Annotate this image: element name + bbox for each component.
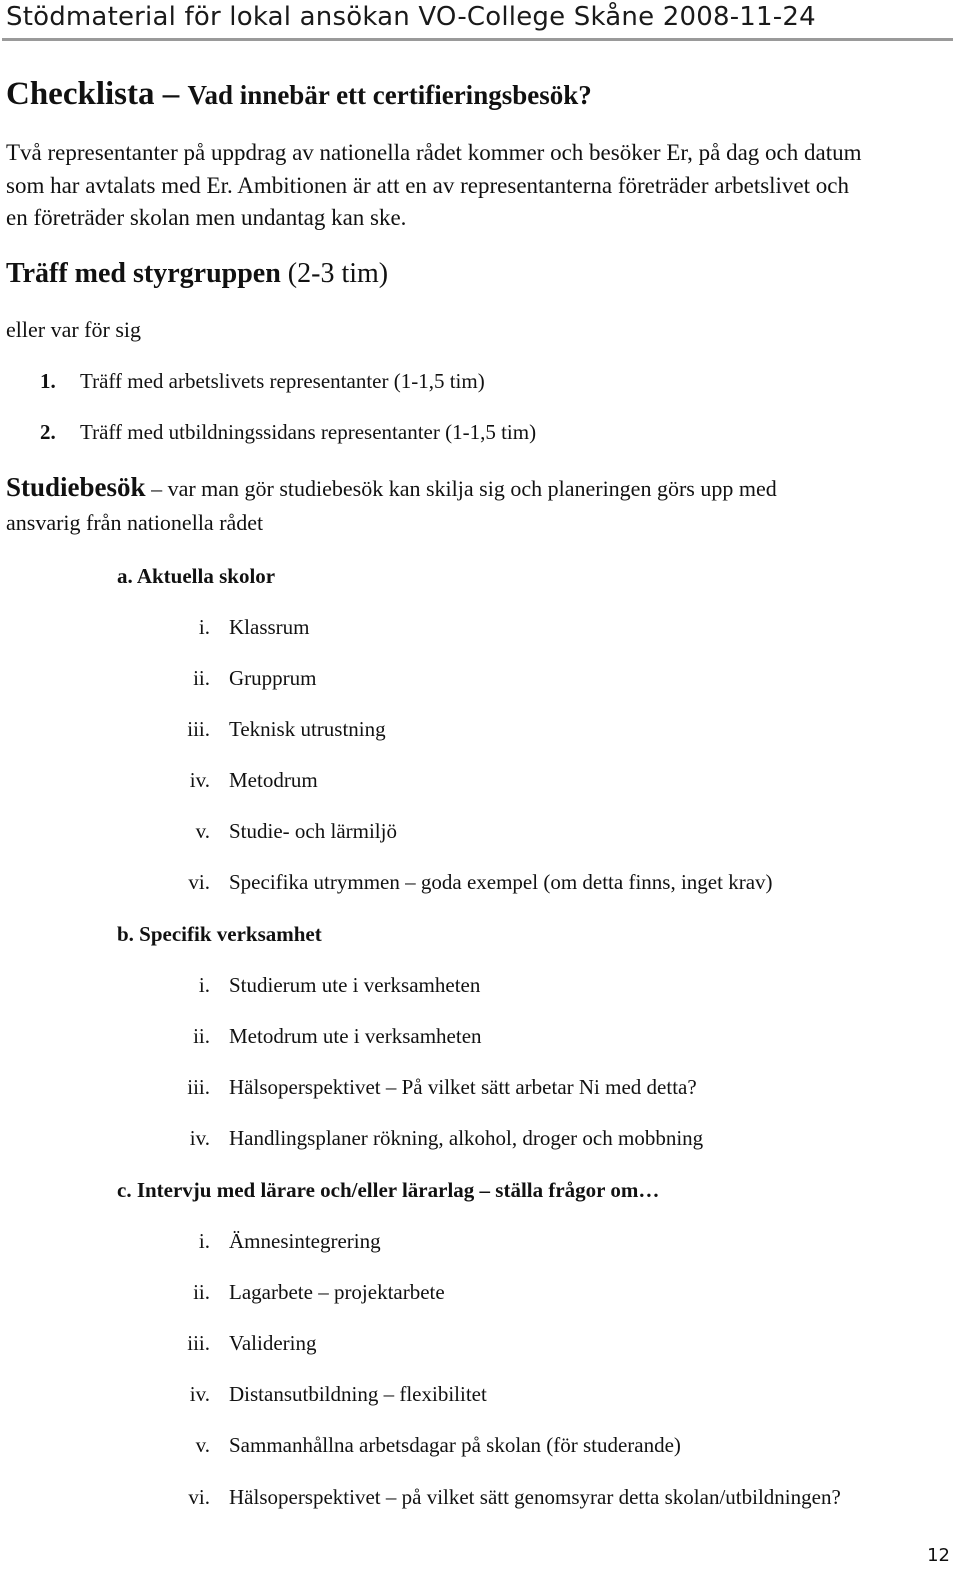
roman-numeral: iv. <box>189 1382 210 1406</box>
roman-numeral: i. <box>198 973 210 997</box>
list-item <box>0 1328 940 1358</box>
list-item <box>0 867 940 897</box>
checklist-heading-lead: Checklista – <box>6 76 188 112</box>
list-item <box>0 1226 940 1256</box>
numbered-item <box>0 366 900 396</box>
roman-numeral: vi. <box>188 1485 210 1509</box>
list-item-text: Hälsoperspektivet – på vilket sätt genomsyrar detta skolan/utbildningen? <box>229 1485 841 1509</box>
item-number: 1. <box>40 369 56 393</box>
roman-numeral: i. <box>198 1229 210 1253</box>
item-text: Träff med utbildningssidans representanter (1-1,5 tim) <box>80 420 537 444</box>
study-visit-heading <box>6 470 946 540</box>
roman-numeral: iii. <box>187 1331 210 1355</box>
list-item-text: Lagarbete – projektarbete <box>229 1280 445 1304</box>
roman-numeral: ii. <box>193 666 210 690</box>
list-item <box>0 663 940 693</box>
list-item <box>0 1277 940 1307</box>
list-item-text: Klassrum <box>229 615 310 639</box>
list-item-text: Handlingsplaner rökning, alkohol, droger och mobbning <box>229 1126 704 1150</box>
page-number: 12 <box>927 1545 950 1566</box>
list-item-text: Distansutbildning – flexibilitet <box>229 1382 487 1406</box>
list-item <box>0 1072 940 1102</box>
list-item <box>0 765 940 795</box>
list-item <box>0 1021 940 1051</box>
intro-line: en företräder skolan men undantag kan ske. <box>6 205 407 230</box>
list-item <box>0 970 940 1000</box>
list-item-text: Metodrum ute i verksamheten <box>229 1024 482 1048</box>
section-label: c. Intervju med lärare och/eller lärarlag – ställa frågor om… <box>117 1178 660 1202</box>
list-item-text: Studie- och lärmiljö <box>229 819 397 843</box>
roman-numeral: iv. <box>189 1126 210 1150</box>
roman-numeral: ii. <box>193 1024 210 1048</box>
item-text: Träff med arbetslivets representanter (1-1,5 tim) <box>80 369 485 393</box>
intro-line: Två representanter på uppdrag av nationella rådet kommer och besöker Er, på dag och datum <box>6 140 862 165</box>
item-number: 2. <box>40 420 56 444</box>
list-item <box>0 1379 940 1409</box>
steering-note: eller var för sig <box>6 317 141 342</box>
list-item-text: Grupprum <box>229 666 317 690</box>
steering-heading-duration: (2-3 tim) <box>280 258 389 289</box>
list-item <box>0 1123 940 1153</box>
study-visit-lead: Studiebesök <box>6 472 146 502</box>
study-visit-text-line2: ansvarig från nationella rådet <box>6 510 264 535</box>
intro-line: som har avtalats med Er. Ambitionen är att en av representanterna företräder arbetslivet och <box>6 172 849 198</box>
roman-numeral: ii. <box>193 1280 210 1304</box>
list-item-text: Ämnesintegrering <box>229 1229 381 1253</box>
list-item <box>0 612 940 642</box>
list-item-text: Hälsoperspektivet – På vilket sätt arbetar Ni med detta? <box>229 1075 697 1099</box>
roman-numeral: iii. <box>187 717 210 741</box>
section-label: b. Specifik verksamhet <box>117 922 322 946</box>
section-label: a. Aktuella skolor <box>117 564 276 588</box>
header-title: Stödmaterial för lokal ansökan VO-College Skåne 2008-11-24 <box>6 2 816 32</box>
intro-paragraph <box>6 137 946 235</box>
checklist-heading <box>6 72 592 117</box>
list-item <box>0 816 940 846</box>
list-item-text: Teknisk utrustning <box>229 717 386 741</box>
steering-heading-bold: Träff med styrgruppen <box>6 258 281 289</box>
roman-numeral: iv. <box>189 768 210 792</box>
header-divider <box>2 38 953 41</box>
list-item-text: Metodrum <box>229 768 318 792</box>
roman-numeral: v. <box>195 1433 210 1457</box>
page-header <box>0 0 960 40</box>
list-item <box>0 714 940 744</box>
study-visit-text: – var man gör studiebesök kan skilja sig och planeringen görs upp med <box>145 476 777 501</box>
steering-heading <box>6 255 388 293</box>
list-item <box>0 1430 940 1460</box>
list-item-text: Sammanhållna arbetsdagar på skolan (för studerande) <box>229 1433 681 1457</box>
checklist-heading-question: Vad innebär ett certifieringsbesök? <box>187 80 592 110</box>
roman-numeral: v. <box>195 819 210 843</box>
list-item-text: Specifika utrymmen – goda exempel (om detta finns, inget krav) <box>229 870 773 894</box>
roman-numeral: i. <box>198 615 210 639</box>
list-item <box>0 1482 940 1512</box>
list-item-text: Studierum ute i verksamheten <box>229 973 481 997</box>
list-item-text: Validering <box>229 1331 317 1355</box>
roman-numeral: iii. <box>187 1075 210 1099</box>
numbered-item <box>0 417 900 447</box>
roman-numeral: vi. <box>188 870 210 894</box>
